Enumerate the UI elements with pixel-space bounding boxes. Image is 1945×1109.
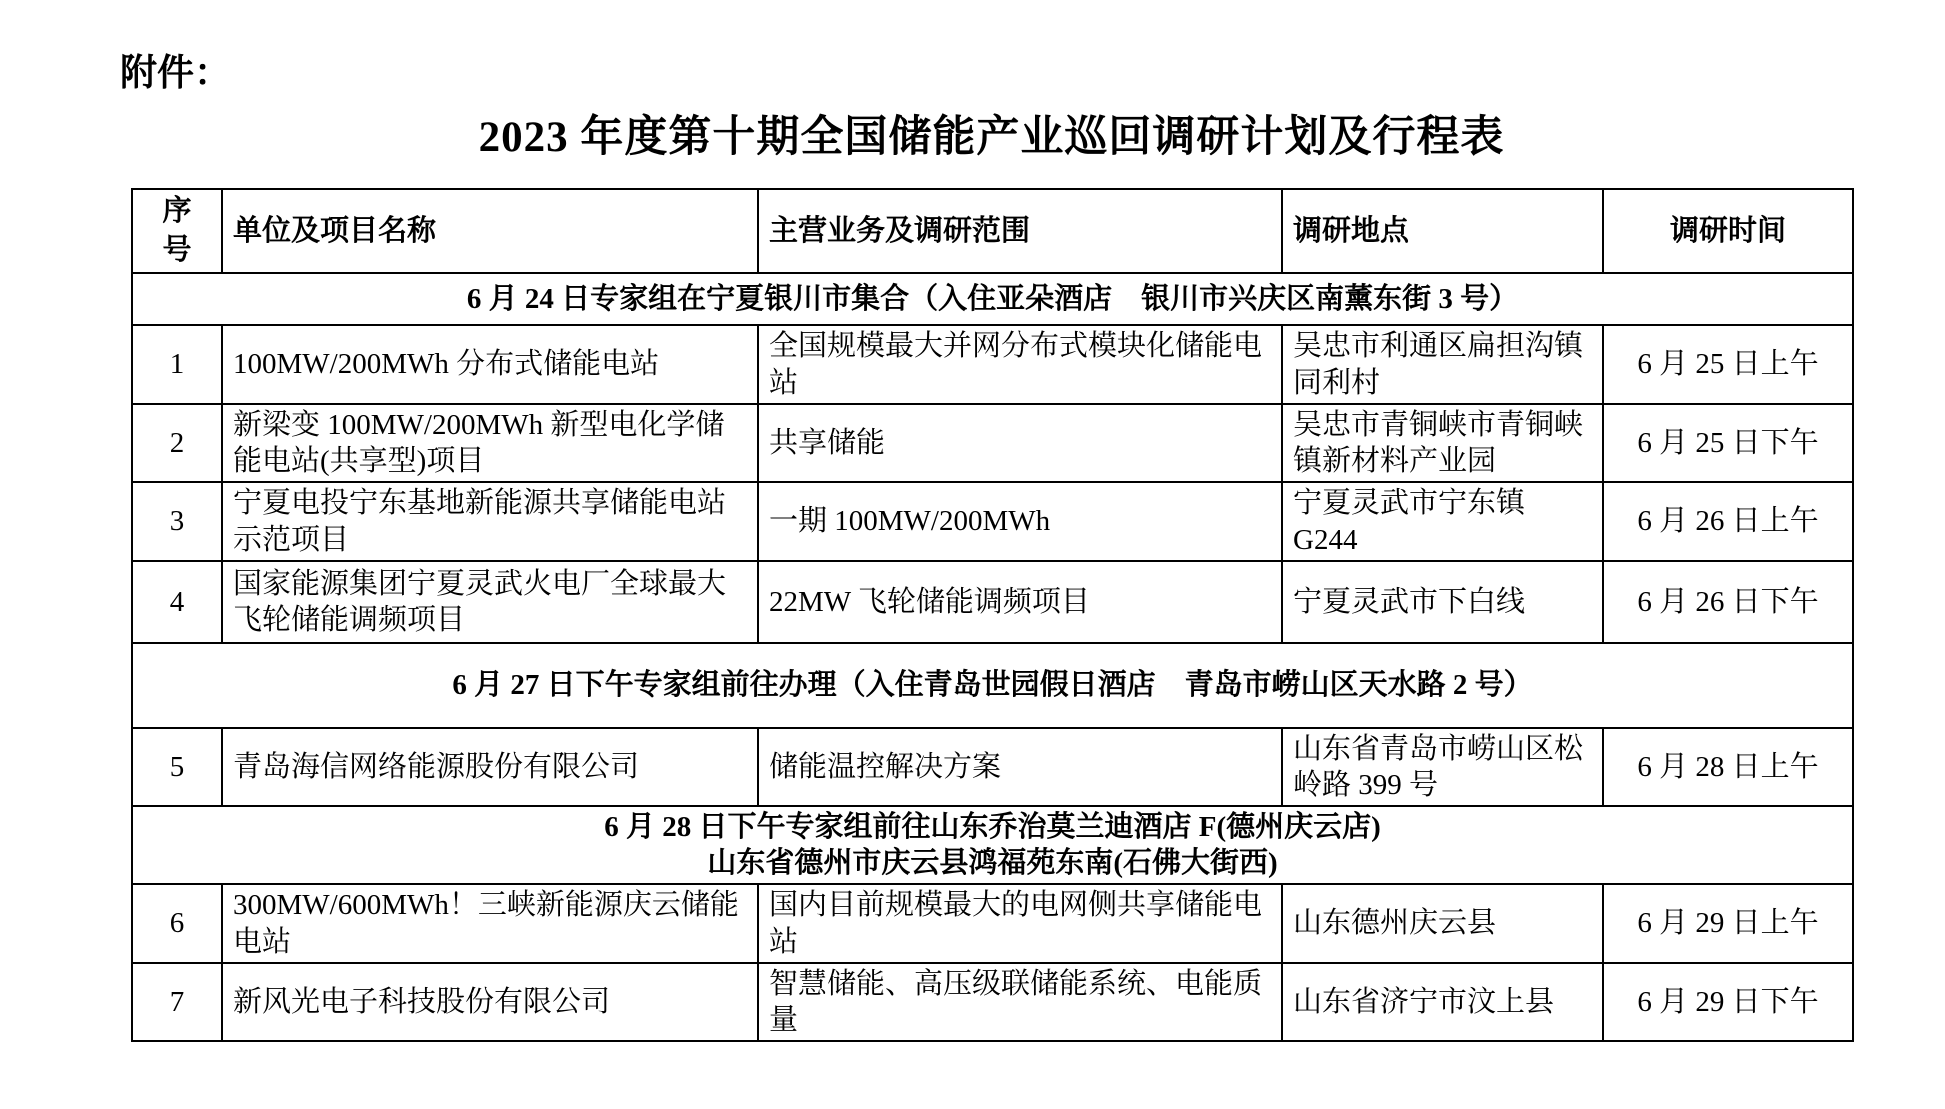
cell-time: 6 月 25 日下午 [1603, 404, 1853, 483]
cell-time: 6 月 25 日上午 [1603, 325, 1853, 404]
cell-name: 新风光电子科技股份有限公司 [222, 963, 758, 1042]
section-band-jun28 [132, 806, 1853, 884]
attachment-label: 附件： [120, 53, 231, 94]
section-band-jun27 [132, 643, 1853, 728]
table-row [132, 728, 1853, 807]
cell-location: 山东德州庆云县 [1282, 884, 1603, 963]
table-row [132, 325, 1853, 404]
cell-no: 1 [132, 325, 222, 404]
cell-scope: 一期 100MW/200MWh [758, 482, 1282, 561]
cell-time: 6 月 26 日下午 [1603, 561, 1853, 643]
cell-name: 国家能源集团宁夏灵武火电厂全球最大飞轮储能调频项目 [222, 561, 758, 643]
cell-scope: 智慧储能、高压级联储能系统、电能质量 [758, 963, 1282, 1042]
table-row [132, 482, 1853, 561]
cell-no: 5 [132, 728, 222, 807]
cell-name: 青岛海信网络能源股份有限公司 [222, 728, 758, 807]
cell-scope: 储能温控解决方案 [758, 728, 1282, 807]
cell-location: 山东省青岛市崂山区松岭路 399 号 [1282, 728, 1603, 807]
cell-time: 6 月 29 日上午 [1603, 884, 1853, 963]
cell-name: 新梁变 100MW/200MWh 新型电化学储能电站(共享型)项目 [222, 404, 758, 483]
cell-no: 6 [132, 884, 222, 963]
column-header-scope: 主营业务及调研范围 [758, 189, 1282, 273]
cell-location: 吴忠市青铜峡市青铜峡镇新材料产业园 [1282, 404, 1603, 483]
cell-location: 吴忠市利通区扁担沟镇同利村 [1282, 325, 1603, 404]
cell-name: 100MW/200MWh 分布式储能电站 [222, 325, 758, 404]
cell-name: 宁夏电投宁东基地新能源共享储能电站示范项目 [222, 482, 758, 561]
cell-no: 3 [132, 482, 222, 561]
schedule-table [131, 188, 1854, 1042]
cell-no: 4 [132, 561, 222, 643]
column-header-no: 序号 [132, 189, 222, 273]
cell-name: 300MW/600MWh！三峡新能源庆云储能电站 [222, 884, 758, 963]
cell-time: 6 月 28 日上午 [1603, 728, 1853, 807]
table-row [132, 561, 1853, 643]
cell-time: 6 月 26 日上午 [1603, 482, 1853, 561]
section-band-text [132, 806, 1853, 884]
cell-scope: 全国规模最大并网分布式模块化储能电站 [758, 325, 1282, 404]
table-row [132, 963, 1853, 1042]
cell-scope: 22MW 飞轮储能调频项目 [758, 561, 1282, 643]
table-row [132, 404, 1853, 483]
cell-location: 宁夏灵武市宁东镇 G244 [1282, 482, 1603, 561]
cell-scope: 国内目前规模最大的电网侧共享储能电站 [758, 884, 1282, 963]
section-band-line2: 山东省德州市庆云县鸿福苑东南(石佛大街西) [707, 847, 1278, 880]
cell-no: 7 [132, 963, 222, 1042]
column-header-time: 调研时间 [1603, 189, 1853, 273]
section-band-jun24 [132, 273, 1853, 325]
table-row [132, 884, 1853, 963]
cell-location: 山东省济宁市汶上县 [1282, 963, 1603, 1042]
cell-no: 2 [132, 404, 222, 483]
cell-scope: 共享储能 [758, 404, 1282, 483]
table-header-row [132, 189, 1853, 273]
column-header-location: 调研地点 [1282, 189, 1603, 273]
section-band-text: 6 月 27 日下午专家组前往办理（入住青岛世园假日酒店 青岛市崂山区天水路 2 号） [132, 643, 1853, 728]
section-band-line1: 6 月 28 日下午专家组前往山东乔治莫兰迪酒店 F(德州庆云店) [604, 811, 1381, 844]
page-title: 2023 年度第十期全国储能产业巡回调研计划及行程表 [478, 114, 1505, 161]
section-band-text: 6 月 24 日专家组在宁夏银川市集合（入住亚朵酒店 银川市兴庆区南薰东街 3 号） [132, 273, 1853, 325]
column-header-name: 单位及项目名称 [222, 189, 758, 273]
cell-time: 6 月 29 日下午 [1603, 963, 1853, 1042]
cell-location: 宁夏灵武市下白线 [1282, 561, 1603, 643]
